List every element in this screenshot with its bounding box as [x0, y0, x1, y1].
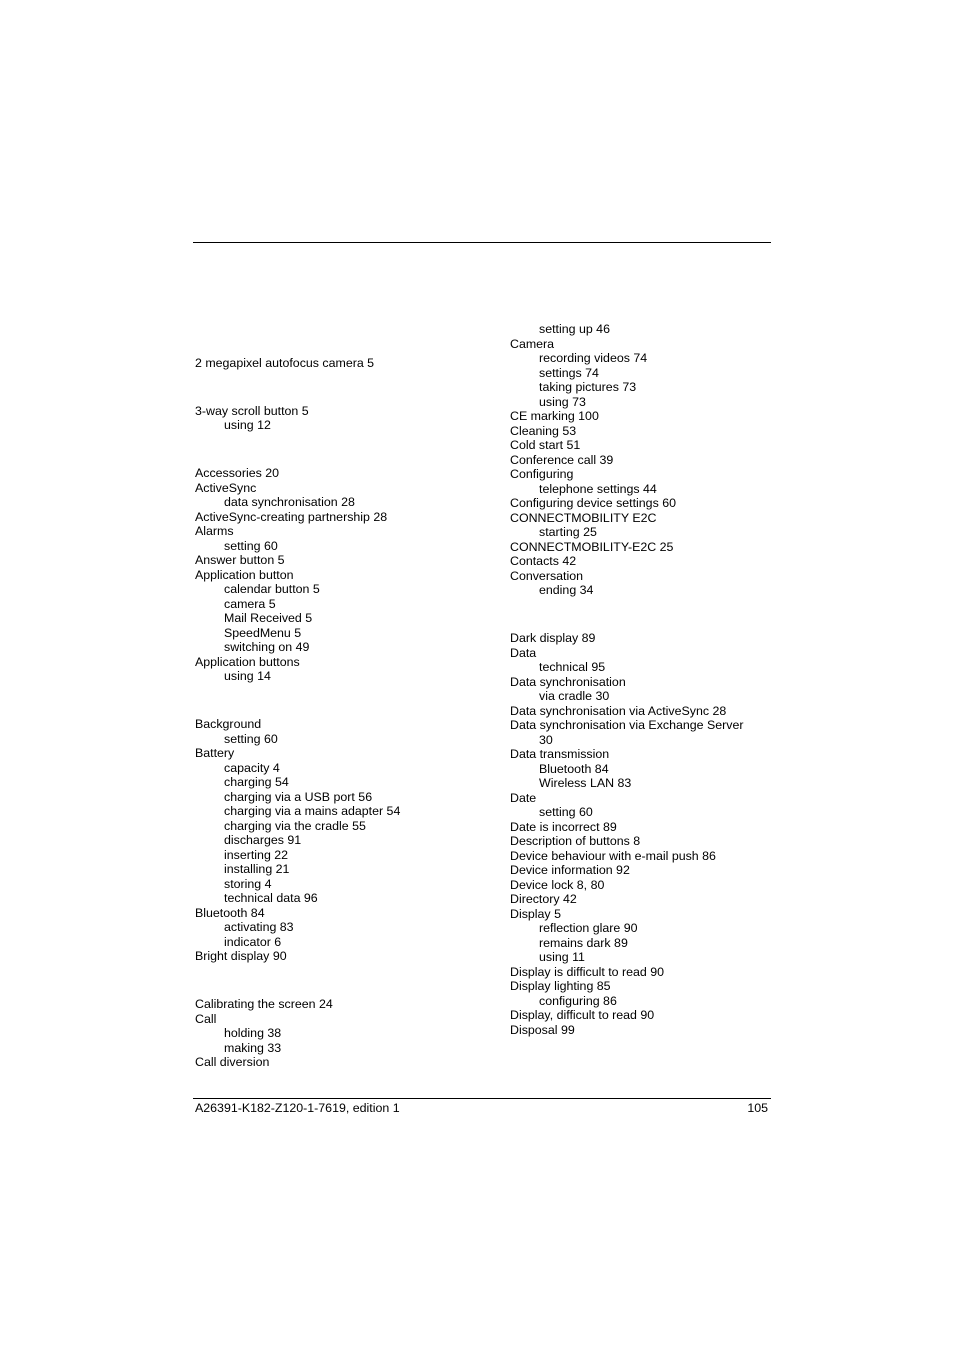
- index-subentry: charging via a USB port 56: [224, 789, 373, 804]
- index-subentry: taking pictures 73: [539, 380, 637, 394]
- index-entry: Call: [195, 1011, 217, 1026]
- index-entry: Background: [195, 717, 262, 731]
- index-entry: Conversation: [510, 568, 584, 583]
- index-subentry: indicator 6: [224, 934, 282, 949]
- index-subentry: data synchronisation 28: [224, 495, 355, 509]
- index-entry: Display lighting 85: [510, 979, 611, 993]
- index-subentry: remains dark 89: [539, 935, 628, 950]
- index-subentry: using 12: [224, 418, 271, 432]
- index-subentry: using 73: [539, 394, 586, 409]
- index-entry: Dark display 89: [510, 631, 596, 645]
- letter-group-gap: [195, 322, 495, 356]
- footer-document-id: A26391-K182-Z120-1-7619, edition 1: [195, 1101, 400, 1115]
- index-entry: Date: [510, 790, 537, 805]
- letter-group-gap: [510, 598, 780, 632]
- index-entry: Data transmission: [510, 747, 610, 761]
- index-entry: Alarms: [195, 524, 234, 538]
- index-entry: Contacts 42: [510, 554, 577, 568]
- index-entry: Accessories 20: [195, 466, 280, 480]
- index-subentry: 30: [539, 732, 553, 747]
- index-entry: CE marking 100: [510, 409, 599, 423]
- index-entry: CONNECTMOBILITY E2C: [510, 510, 657, 525]
- index-entry: CONNECTMOBILITY-E2C 25: [510, 539, 674, 554]
- index-subentry: switching on 49: [224, 640, 310, 654]
- index-subentry: technical data 96: [224, 891, 318, 905]
- index-subentry: Bluetooth 84: [539, 761, 609, 776]
- index-entry: ActiveSync-creating partnership 28: [195, 509, 388, 524]
- letter-group-gap: [195, 964, 495, 998]
- index-entry: Cold start 51: [510, 438, 581, 452]
- index-subentry: using 11: [539, 950, 585, 964]
- index-entry: Bright display 90: [195, 949, 287, 963]
- index-entry: Display is difficult to read 90: [510, 964, 665, 979]
- index-subentry: ending 34: [539, 583, 594, 597]
- index-subentry: capacity 4: [224, 760, 280, 775]
- index-entry: Data synchronisation: [510, 674, 626, 689]
- index-entry: Date is incorrect 89: [510, 819, 617, 834]
- index-entry: Configuring device settings 60: [510, 496, 676, 510]
- header-rule: [193, 242, 771, 243]
- index-entry: Application button: [195, 567, 294, 582]
- index-entry: Display 5: [510, 906, 561, 921]
- index-entry: Device lock 8, 80: [510, 877, 605, 892]
- index-column-right: [510, 322, 780, 1037]
- index-subentry: charging via a mains adapter 54: [224, 804, 401, 818]
- index-subentry: setting 60: [539, 805, 593, 819]
- index-subentry: settings 74: [539, 365, 599, 380]
- letter-group-gap: [195, 684, 495, 718]
- index-entry: Display, difficult to read 90: [510, 1008, 655, 1022]
- index-subentry: charging 54: [224, 775, 289, 789]
- index-subentry: starting 25: [539, 525, 597, 539]
- index-subentry: storing 4: [224, 876, 272, 891]
- index-entry: Configuring: [510, 467, 574, 481]
- index-entry: Application buttons: [195, 654, 300, 669]
- index-entry: Device information 92: [510, 863, 630, 877]
- footer-rule: [193, 1098, 771, 1099]
- index-subentry: setting up 46: [539, 322, 610, 336]
- index-subentry: reflection glare 90: [539, 921, 638, 935]
- letter-group-gap: [195, 370, 495, 404]
- index-entry: 3-way scroll button 5: [195, 403, 309, 418]
- index-entry: Data: [510, 645, 537, 660]
- index-subentry: using 14: [224, 669, 271, 683]
- index-entry: Data synchronisation via ActiveSync 28: [510, 703, 727, 718]
- index-subentry: setting 60: [224, 731, 278, 746]
- index-subentry: making 33: [224, 1040, 282, 1055]
- index-subentry: discharges 91: [224, 833, 302, 847]
- index-entry: Cleaning 53: [510, 423, 577, 438]
- index-entry: 2 megapixel autofocus camera 5: [195, 355, 375, 370]
- index-entry: Call diversion: [195, 1055, 270, 1069]
- letter-group-gap: [195, 433, 495, 467]
- index-entry: ActiveSync: [195, 480, 257, 495]
- index-subentry: Mail Received 5: [224, 611, 313, 625]
- index-entry: Conference call 39: [510, 452, 614, 467]
- index-entry: Calibrating the screen 24: [195, 997, 333, 1011]
- index-entry: Description of buttons 8: [510, 834, 641, 848]
- index-entry: Camera: [510, 336, 555, 351]
- index-subentry: camera 5: [224, 596, 276, 611]
- index-subentry: recording videos 74: [539, 351, 648, 365]
- index-subentry: Wireless LAN 83: [539, 776, 632, 790]
- index-subentry: technical 95: [539, 660, 606, 674]
- index-entry: Bluetooth 84: [195, 905, 265, 920]
- index-entry: Answer button 5: [195, 553, 285, 567]
- index-subentry: calendar button 5: [224, 582, 320, 596]
- index-subentry: telephone settings 44: [539, 481, 657, 496]
- index-entry: Directory 42: [510, 892, 577, 906]
- index-subentry: SpeedMenu 5: [224, 625, 302, 640]
- index-subentry: via cradle 30: [539, 689, 610, 703]
- index-entry: Disposal 99: [510, 1022, 575, 1037]
- index-column-left: [195, 322, 495, 1070]
- index-subentry: setting 60: [224, 538, 278, 553]
- index-entry: Device behaviour with e-mail push 86: [510, 848, 716, 863]
- index-subentry: inserting 22: [224, 847, 289, 862]
- index-subentry: configuring 86: [539, 993, 617, 1008]
- index-entry: Data synchronisation via Exchange Server: [510, 718, 744, 732]
- index-entry: Battery: [195, 746, 235, 760]
- index-subentry: charging via the cradle 55: [224, 818, 366, 833]
- index-subentry: holding 38: [224, 1026, 282, 1040]
- index-subentry: activating 83: [224, 920, 294, 934]
- index-subentry: installing 21: [224, 862, 290, 876]
- footer-page-number: 105: [747, 1101, 768, 1115]
